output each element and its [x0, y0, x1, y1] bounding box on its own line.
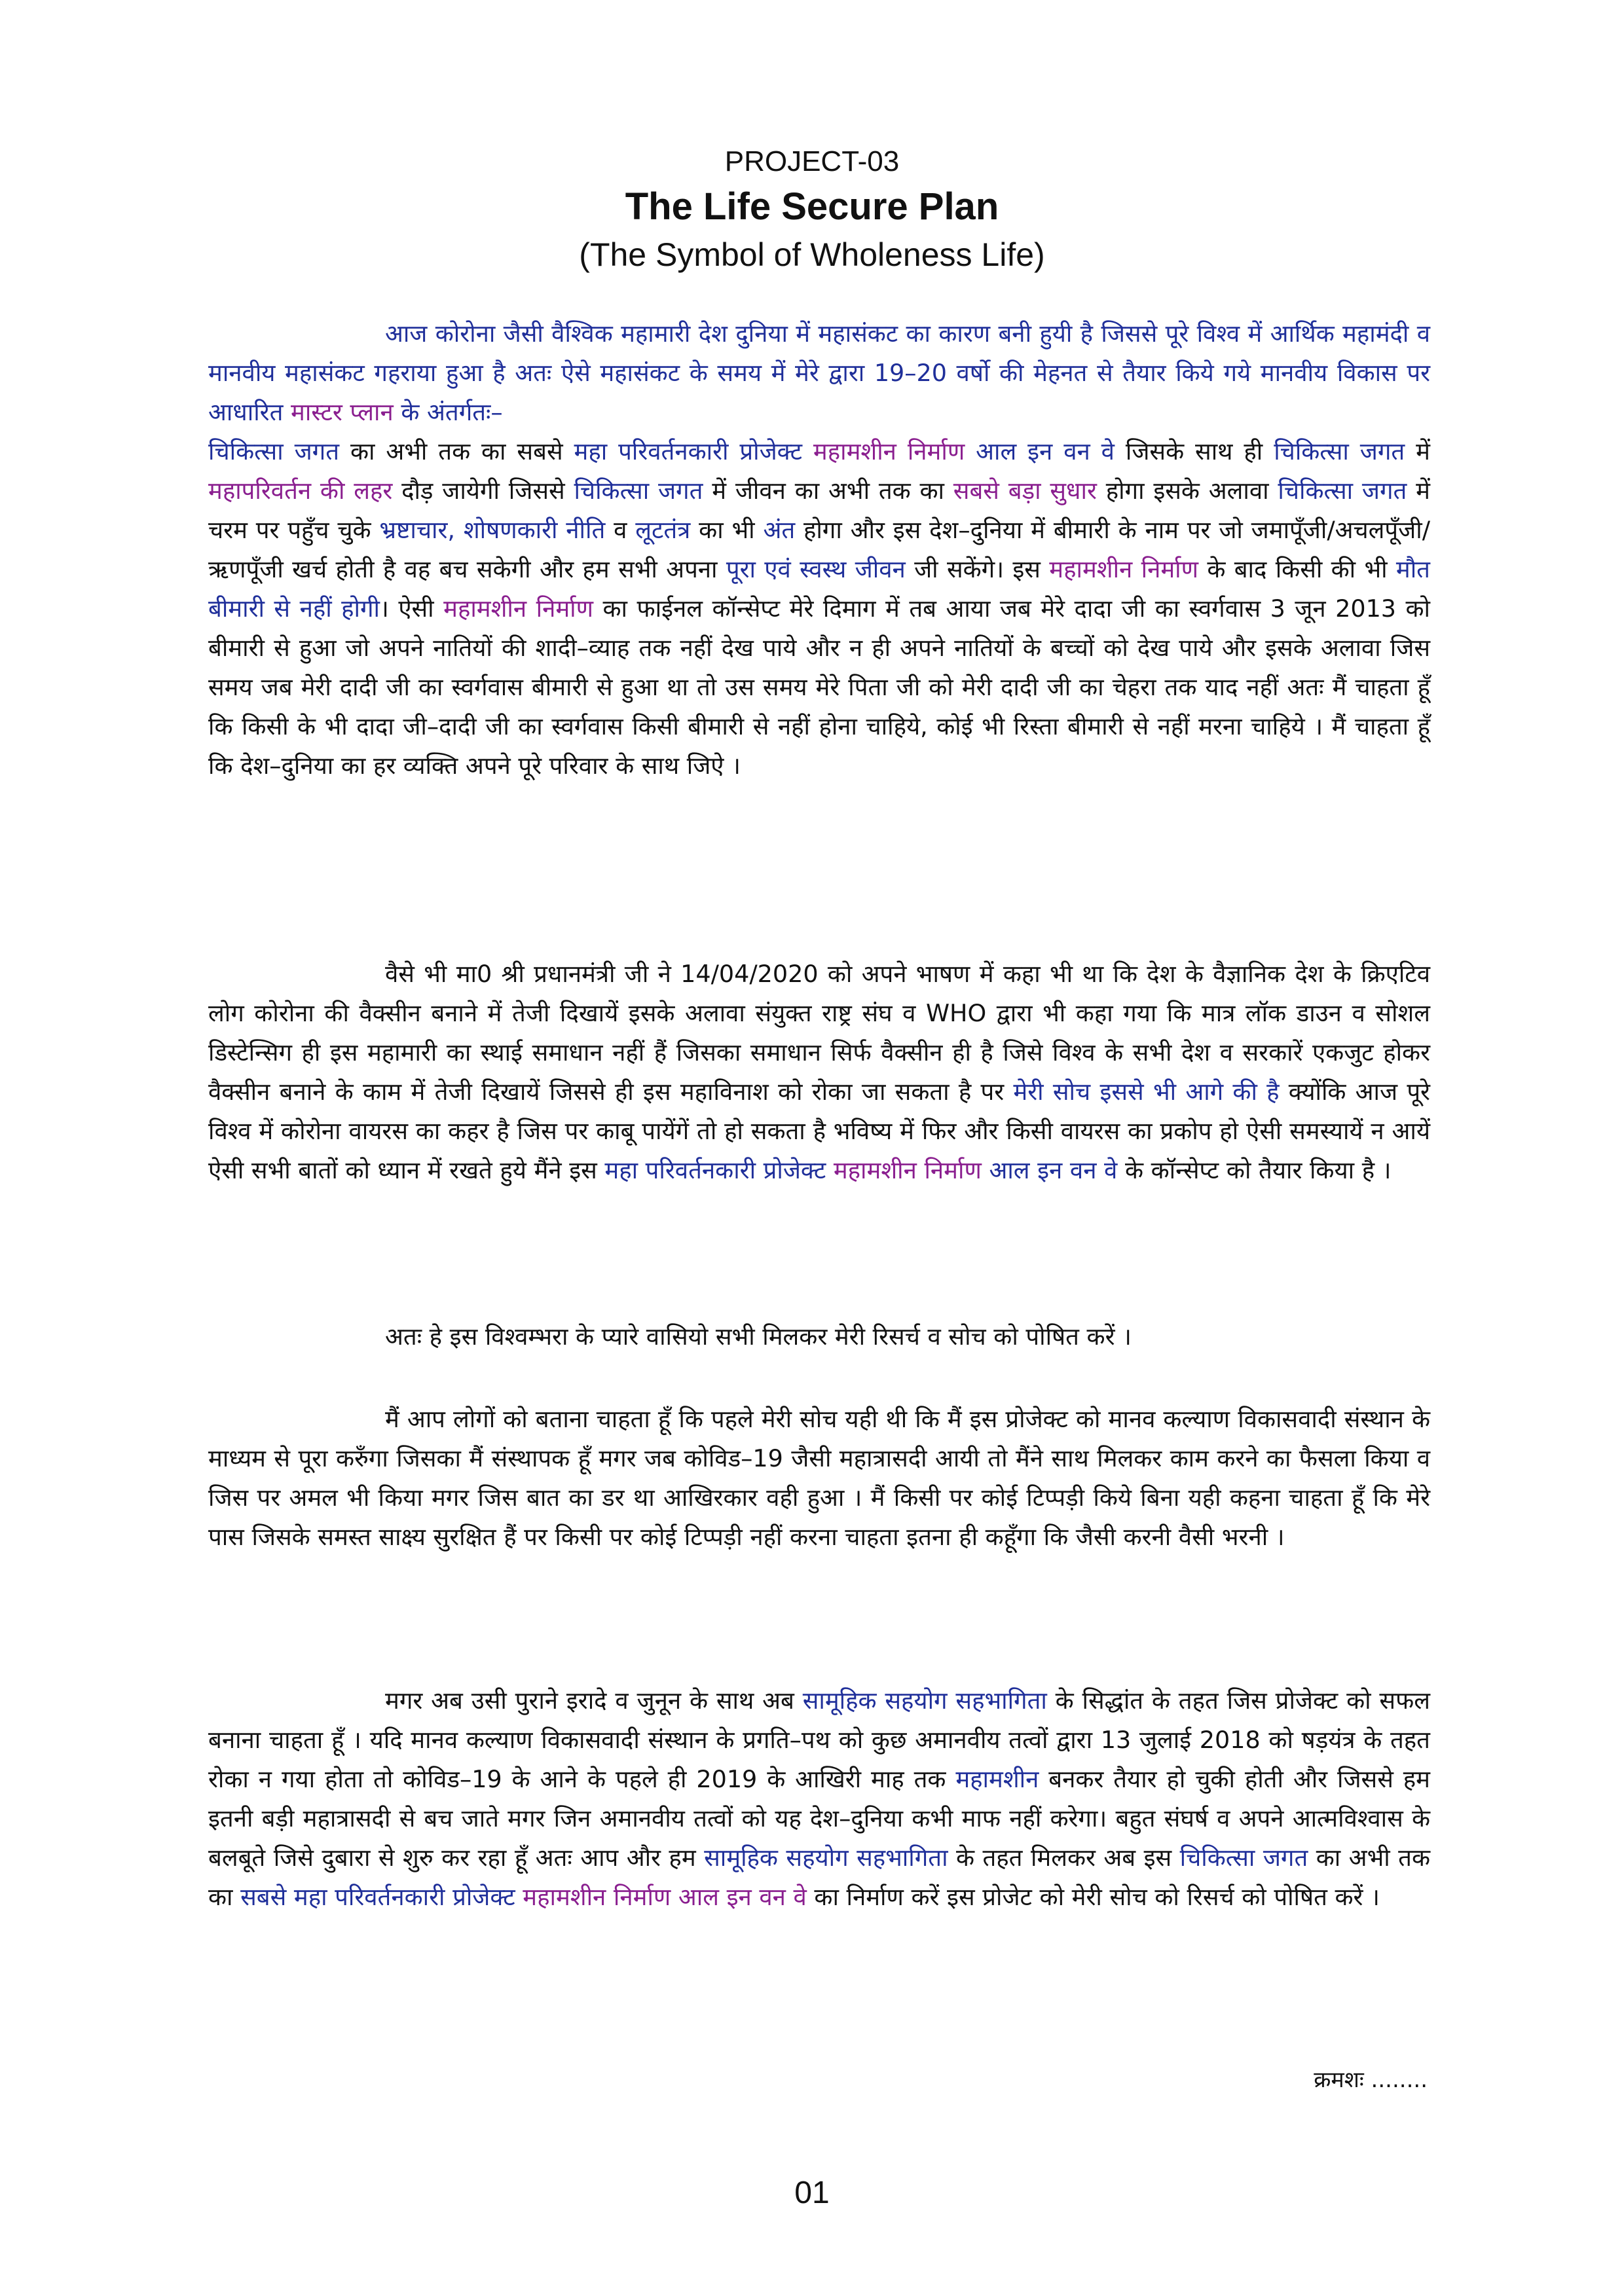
highlighted-text: महा परिवर्तनकारी प्रोजेक्ट: [574, 437, 802, 465]
body-text: जिसके साथ ही: [1114, 437, 1274, 465]
body-text: में: [1405, 437, 1430, 465]
body-text: का अभी तक का: [208, 1844, 1430, 1911]
highlighted-text: सबसे महा परिवर्तनकारी प्रोजेक्ट: [240, 1883, 515, 1911]
body-text: [802, 437, 813, 465]
document-title: The Life Secure Plan: [625, 185, 999, 228]
highlighted-text: आज कोरोना जैसी वैश्विक महामारी देश दुनिया में महासंकट का कारण बनी हुयी है जिससे पूरे विश्व में आर्थिक महामंदी व मानवीय महासंकट गहराया हुआ है अतः ऐसे महासंकट के समय में मेरे द्वारा 19–20 वर्षो की मेहनत से तैयार किये गये मानवीय विकास पर आधारित: [208, 319, 1430, 426]
highlighted-text: आल इन वन वे: [989, 1156, 1118, 1184]
highlighted-text: पूरा एवं स्वस्थ जीवन: [726, 555, 906, 583]
paragraph: [208, 955, 1430, 1190]
body-text: में चरम पर पहुँच चुके: [208, 477, 1430, 544]
body-text: वैसे भी मा0 श्री प्रधानमंत्री जी ने 14/04/2020 को अपने भाषण में कहा भी था कि देश के वैज्ञानिक देश के क्रिएटिव लोग कोरोना की वैक्सीन बनाने में तेजी दिखायें इसके अलावा संयुक्त राष्ट्र संघ व WHO द्वारा भी कहा गया कि मात्र लॉक डाउन व सोशल डिस्टेन्सिग ही इस महामारी का स्थाई समाधान नहीं हैं जिसका समाधान सिर्फ वैक्सीन ही है जिसे विश्व के सभी देश व सरकारें एकजुट होकर वैक्सीन बनाने के काम में तेजी दिखायें जिससे ही इस महाविनाश को रोका जा सकता है पर: [208, 960, 1430, 1106]
body-text: । ऐसी: [380, 594, 444, 623]
highlighted-text: लूटतंत्र: [635, 516, 691, 544]
body-text: जी सकेंगे। इस: [905, 555, 1050, 583]
highlighted-text: सामूहिक सहयोग सहभागिता: [704, 1844, 948, 1872]
highlighted-text: चिकित्सा जगत: [208, 437, 340, 465]
highlighted-text: चिकित्सा जगत: [1179, 1844, 1308, 1872]
body-text: बनकर तैयार हो चुकी होती और जिससे हम इतनी बड़ी महात्रासदी से बच जाते मगर जिन अमानवीय तत्वों को यह देश–दुनिया कभी माफ नहीं करेगा। बहुत संघर्ष व अपने आत्मविश्वास के बलबूते जिसे दुबारा से शुरु कर रहा हूँ अतः आप और हम: [208, 1765, 1430, 1872]
body-text: के तहत मिलकर अब इस: [948, 1844, 1180, 1872]
highlighted-text: चिकित्सा जगत: [1278, 477, 1407, 505]
highlighted-text: सामूहिक सहयोग सहभागिता: [802, 1686, 1047, 1715]
highlighted-text: महामशीन निर्माण: [813, 437, 965, 465]
highlighted-text: मेरी सोच इससे भी आगे की है: [1013, 1078, 1280, 1106]
body-text: होगा इसके अलावा: [1096, 477, 1278, 505]
highlighted-text: चिकित्सा जगत: [574, 477, 703, 505]
body-text: मैं आप लोगों को बताना चाहता हूँ कि पहले मेरी सोच यही थी कि मैं इस प्रोजेक्ट को मानव कल्याण विकासवादी संस्थान के माध्यम से पूरा करुँगा जिसका मैं संस्थापक हूँ मगर जब कोविड–19 जैसी महात्रासदी आयी तो मैंने साथ मिलकर काम करने का फैसला किया व जिस पर अमल भी किया मगर जिस बात का डर था आखिरकार वही हुआ । मैं किसी पर कोई टिप्पड़ी किये बिना यही कहना चाहता हूँ कि मेरे पास जिसके समस्त साक्ष्य सुरक्षित हैं पर किसी पर कोई टिप्पड़ी नहीं करना चाहता इतना ही कहूँगा कि जैसी करनी वैसी भरनी ।: [208, 1405, 1430, 1551]
highlighted-text: चिकित्सा जगत: [1274, 437, 1405, 465]
body-text: [671, 1883, 678, 1911]
body-text: का निर्माण करें इस प्रोजेट को मेरी सोच को रिसर्च को पोषित करें ।: [806, 1883, 1380, 1911]
highlighted-text: आल इन वन वे: [976, 437, 1115, 465]
body-text: [826, 1156, 834, 1184]
highlighted-text: महामशीन: [955, 1765, 1039, 1793]
highlighted-text: महामशीन निर्माण: [443, 594, 594, 623]
body-text: के सिद्धांत के तहत जिस प्रोजेक्ट को सफल बनाना चाहता हूँ । यदि मानव कल्याण विकासवादी संस्थान के प्रगति–पथ को कुछ अमानवीय तत्वों द्वारा 13 जुलाई 2018 को षड़यंत्र के तहत रोका न गया होता तो कोविड–19 के आने के पहले ही 2019 के आखिरी माह तक: [208, 1686, 1430, 1793]
body-text: के कॉन्सेप्ट को तैयार किया है ।: [1117, 1156, 1392, 1184]
body-text: दौड़ जायेगी जिससे: [392, 477, 574, 505]
highlighted-text: अंत: [763, 516, 796, 544]
body-text: मगर अब उसी पुराने इरादे व जुनून के साथ अब: [385, 1686, 803, 1715]
highlighted-text: महामशीन निर्माण: [523, 1883, 671, 1911]
paragraph: [208, 314, 1430, 786]
highlighted-text: मौत बीमारी से नहीं होगी: [208, 555, 1430, 623]
continued-marker: क्रमशः ........: [1314, 2067, 1428, 2093]
body-text: में जीवन का अभी तक का: [703, 477, 953, 505]
body-text: व: [605, 516, 636, 544]
body-text: होगा और इस देश–दुनिया में बीमारी के नाम पर जो जमापूँजी/अचलपूँजी/ऋणपूँजी खर्च होती है वह बच सकेगी और हम सभी अपना: [208, 516, 1430, 583]
body-text: के बाद किसी की भी: [1198, 555, 1396, 583]
project-label: PROJECT-03: [724, 145, 900, 177]
highlighted-text: महापरिवर्तन की लहर: [208, 477, 393, 505]
body-text: [982, 1156, 989, 1184]
highlighted-text: भ्रष्टाचार, शोषणकारी नीति: [379, 516, 606, 544]
paragraph: [208, 1317, 1430, 1357]
highlighted-text: महामशीन निर्माण: [833, 1156, 982, 1184]
body-text: का फाईनल कॉन्सेप्ट मेरे दिमाग में तब आया जब मेरे दादा जी का स्वर्गवास 3 जून 2013 को बीमारी से हुआ जो अपने नातियों की शादी–व्याह तक नहीं देख पाये और न ही अपने नातियों के बच्चों को देख पाये और इसके अलावा जिस समय जब मेरी दादी जी का स्वर्गवास बीमारी से हुआ था तो उस समय मेरे पिता जी को मेरी दादी जी का चेहरा तक याद नहीं अतः मैं चाहता हूँ कि किसी के भी दादा जी–दादी जी का स्वर्गवास किसी बीमारी से नहीं होना चाहिये, कोई भी रिस्ता बीमारी से नहीं मरना चाहिये । मैं चाहता हूँ कि देश–दुनिया का हर व्यक्ति अपने पूरे परिवार के साथ जिऐ ।: [208, 594, 1430, 780]
highlighted-text: आल इन वन वे: [678, 1883, 807, 1911]
body-text: अतः हे इस विश्वम्भरा के प्यारे वासियो सभी मिलकर मेरी रिसर्च व सोच को पोषित करें ।: [385, 1322, 1132, 1351]
paragraph: [208, 1400, 1430, 1557]
highlighted-text: महा परिवर्तनकारी प्रोजेक्ट: [604, 1156, 826, 1184]
page-number: 01: [794, 2176, 830, 2210]
highlighted-text: महामशीन निर्माण: [1049, 555, 1199, 583]
paragraph: [208, 1681, 1430, 1917]
highlighted-text: सबसे बड़ा सुधार: [953, 477, 1097, 505]
highlighted-text: मास्टर प्लान: [291, 398, 394, 426]
body-text: क्योंकि आज पूरे विश्व में कोरोना वायरस का कहर है जिस पर काबू पायेंगें तो हो सकता है भविष्य में फिर और किसी वायरस का प्रकोप हो ऐसी समस्यायें न आयें ऐसी सभी बातों को ध्यान में रखते हुये मैंने इस: [208, 1078, 1430, 1184]
body-text: [515, 1883, 523, 1911]
body-text: का अभी तक का सबसे: [339, 437, 574, 465]
body-text: [965, 437, 976, 465]
body-text: का भी: [690, 516, 764, 544]
highlighted-text: के अंतर्गतः–: [393, 398, 503, 426]
document-subtitle: (The Symbol of Wholeness Life): [579, 236, 1045, 273]
